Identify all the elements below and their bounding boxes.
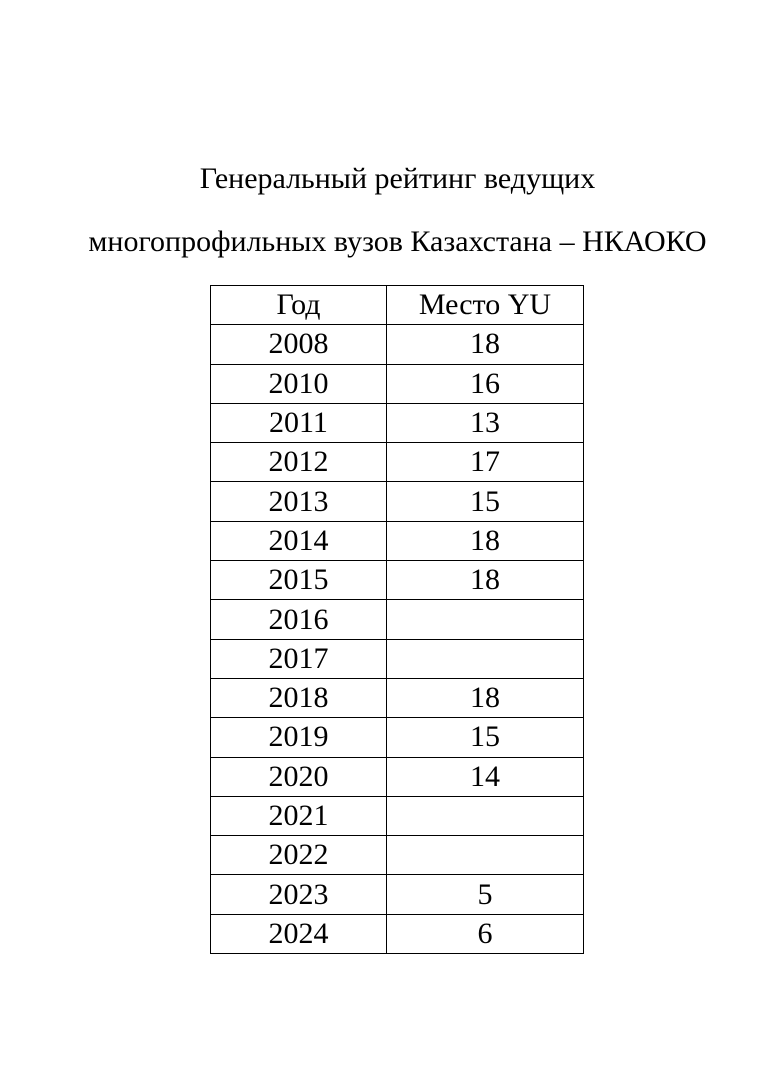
place-cell: 5 [387, 875, 584, 914]
year-cell: 2010 [211, 364, 387, 403]
year-cell: 2013 [211, 482, 387, 521]
page-title-line-2: многопрофильных вузов Казахстана – НКАОКО [88, 225, 707, 258]
table-row [211, 443, 584, 482]
year-cell: 2014 [211, 521, 387, 560]
table-row [211, 482, 584, 521]
header-place: Место YU [387, 286, 584, 325]
year-cell: 2023 [211, 875, 387, 914]
year-cell: 2019 [211, 718, 387, 757]
table-row [211, 561, 584, 600]
place-cell: 16 [387, 364, 584, 403]
place-cell: 18 [387, 678, 584, 717]
table-row [211, 325, 584, 364]
table-row [211, 521, 584, 560]
year-cell: 2017 [211, 639, 387, 678]
year-cell: 2018 [211, 678, 387, 717]
place-cell: 15 [387, 718, 584, 757]
table-row [211, 600, 584, 639]
year-cell: 2020 [211, 757, 387, 796]
place-cell: 18 [387, 325, 584, 364]
table-row [211, 678, 584, 717]
place-cell [387, 600, 584, 639]
ranking-table [210, 285, 584, 954]
place-cell: 17 [387, 443, 584, 482]
place-cell: 18 [387, 561, 584, 600]
table-row [211, 875, 584, 914]
year-cell: 2016 [211, 600, 387, 639]
table-row [211, 639, 584, 678]
place-cell: 18 [387, 521, 584, 560]
place-cell: 13 [387, 403, 584, 442]
table-row [211, 718, 584, 757]
place-cell: 14 [387, 757, 584, 796]
table-row [211, 836, 584, 875]
place-cell: 6 [387, 914, 584, 953]
place-cell [387, 796, 584, 835]
place-cell [387, 639, 584, 678]
table-row [211, 796, 584, 835]
place-cell [387, 836, 584, 875]
year-cell: 2022 [211, 836, 387, 875]
year-cell: 2012 [211, 443, 387, 482]
year-cell: 2008 [211, 325, 387, 364]
table-header-row [211, 286, 584, 325]
table-row [211, 757, 584, 796]
page-title-line-1: Генеральный рейтинг ведущих [199, 162, 596, 195]
table-row [211, 364, 584, 403]
year-cell: 2021 [211, 796, 387, 835]
table-row [211, 403, 584, 442]
year-cell: 2011 [211, 403, 387, 442]
year-cell: 2024 [211, 914, 387, 953]
place-cell: 15 [387, 482, 584, 521]
table-row [211, 914, 584, 953]
year-cell: 2015 [211, 561, 387, 600]
header-year: Год [211, 286, 387, 325]
